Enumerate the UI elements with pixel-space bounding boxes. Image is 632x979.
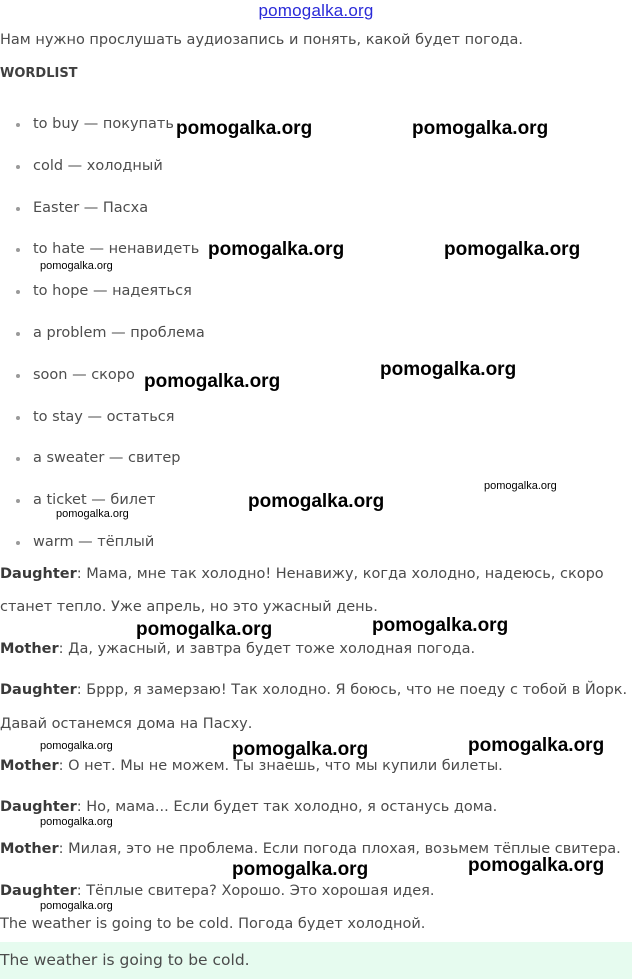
- bullet-icon: [16, 457, 20, 461]
- list-item-text: to hate — ненавидеть: [33, 241, 200, 258]
- dialogue-line: [0, 682, 627, 698]
- bullet-icon: [16, 290, 20, 294]
- speaker-name: Daughter: [0, 682, 77, 698]
- dialogue-text: станет тепло. Уже апрель, но это ужасный день.: [0, 599, 378, 615]
- list-item-text: warm — тёплый: [33, 533, 155, 550]
- speaker-name: Daughter: [0, 799, 77, 815]
- list-item-text: a sweater — свитер: [33, 450, 181, 467]
- watermark: pomogalka.org: [40, 740, 113, 752]
- list-item: [0, 104, 205, 146]
- dialogue-text: : Милая, это не проблема. Если погода плохая, возьмем тёплые свитера.: [58, 841, 621, 857]
- dialogue-text: : Бррр, я замерзаю! Так холодно. Я боюсь, что не поеду с тобой в Йорк.: [76, 682, 628, 698]
- dialogue-line: [0, 799, 497, 815]
- dialogue-text: : Но, мама... Если будет так холодно, я останусь дома.: [76, 799, 498, 815]
- list-item: [0, 397, 205, 439]
- watermark: pomogalka.org: [232, 739, 369, 760]
- bullet-icon: [16, 374, 20, 378]
- watermark: pomogalka.org: [40, 816, 113, 828]
- bullet-icon: [16, 123, 20, 127]
- watermark: pomogalka.org: [232, 859, 369, 880]
- dialogue-line: [0, 716, 252, 732]
- watermark: pomogalka.org: [444, 239, 581, 260]
- dialogue-text: : Тёплые свитера? Хорошо. Это хорошая идея.: [76, 883, 435, 899]
- watermark: pomogalka.org: [136, 619, 273, 640]
- speaker-name: Mother: [0, 841, 59, 857]
- list-item: [0, 188, 205, 230]
- watermark: pomogalka.org: [56, 508, 129, 520]
- list-item-text: cold — холодный: [33, 157, 163, 174]
- watermark: pomogalka.org: [208, 239, 345, 260]
- dialogue-line: [0, 599, 378, 615]
- watermark: pomogalka.org: [484, 480, 557, 492]
- list-item: [0, 313, 205, 355]
- bullet-icon: [16, 332, 20, 336]
- dialogue-text: : Мама, мне так холодно! Ненавижу, когда холодно, надеюсь, скоро: [76, 566, 604, 582]
- speaker-name: Daughter: [0, 566, 77, 582]
- dialogue-line: [0, 566, 604, 582]
- list-item-text: a ticket — билет: [33, 492, 156, 509]
- bullet-icon: [16, 248, 20, 252]
- answer-box: The weather is going to be cold.: [0, 942, 632, 979]
- dialogue-text: The weather is going to be cold. Погода будет холодной.: [0, 916, 426, 932]
- list-item-text: soon — скоро: [33, 366, 135, 383]
- watermark: pomogalka.org: [412, 118, 549, 139]
- bullet-icon: [16, 541, 20, 545]
- list-item-text: a problem — проблема: [33, 324, 205, 341]
- list-item: [0, 522, 205, 564]
- list-item-text: Easter — Пасха: [33, 199, 149, 216]
- dialogue-text: Давай останемся дома на Пасху.: [0, 716, 253, 732]
- dialogue-text: : Да, ужасный, и завтра будет тоже холодная погода.: [58, 641, 476, 657]
- dialogue-line: [0, 916, 425, 932]
- speaker-name: Mother: [0, 758, 59, 774]
- watermark: pomogalka.org: [380, 359, 517, 380]
- list-item-text: to hope — надеяться: [33, 283, 192, 300]
- speaker-name: Mother: [0, 641, 59, 657]
- list-item-text: to stay — остаться: [33, 408, 175, 425]
- bullet-icon: [16, 416, 20, 420]
- list-item: [0, 146, 205, 188]
- watermark: pomogalka.org: [248, 491, 385, 512]
- watermark: pomogalka.org: [40, 900, 113, 912]
- watermark: pomogalka.org: [372, 615, 509, 636]
- watermark: pomogalka.org: [40, 260, 113, 272]
- dialogue-text: : О нет. Мы не можем. Ты знаешь, что мы купили билеты.: [58, 758, 503, 774]
- watermark: pomogalka.org: [144, 371, 281, 392]
- watermark: pomogalka.org: [176, 118, 313, 139]
- speaker-name: Daughter: [0, 883, 77, 899]
- watermark: pomogalka.org: [468, 855, 605, 876]
- wordlist: [0, 104, 205, 564]
- site-header-link[interactable]: pomogalka.org: [258, 1, 374, 20]
- wordlist-title: WORDLIST: [0, 66, 78, 81]
- bullet-icon: [16, 499, 20, 503]
- list-item: [0, 271, 205, 313]
- dialogue-line: [0, 883, 434, 899]
- list-item-text: to buy — покупать: [33, 116, 174, 132]
- bullet-icon: [16, 207, 20, 211]
- dialogue-line: [0, 641, 475, 657]
- list-item: [0, 438, 205, 480]
- bullet-icon: [16, 165, 20, 169]
- intro-text: Нам нужно прослушать аудиозапись и понять, какой будет погода.: [0, 32, 523, 48]
- watermark: pomogalka.org: [468, 735, 605, 756]
